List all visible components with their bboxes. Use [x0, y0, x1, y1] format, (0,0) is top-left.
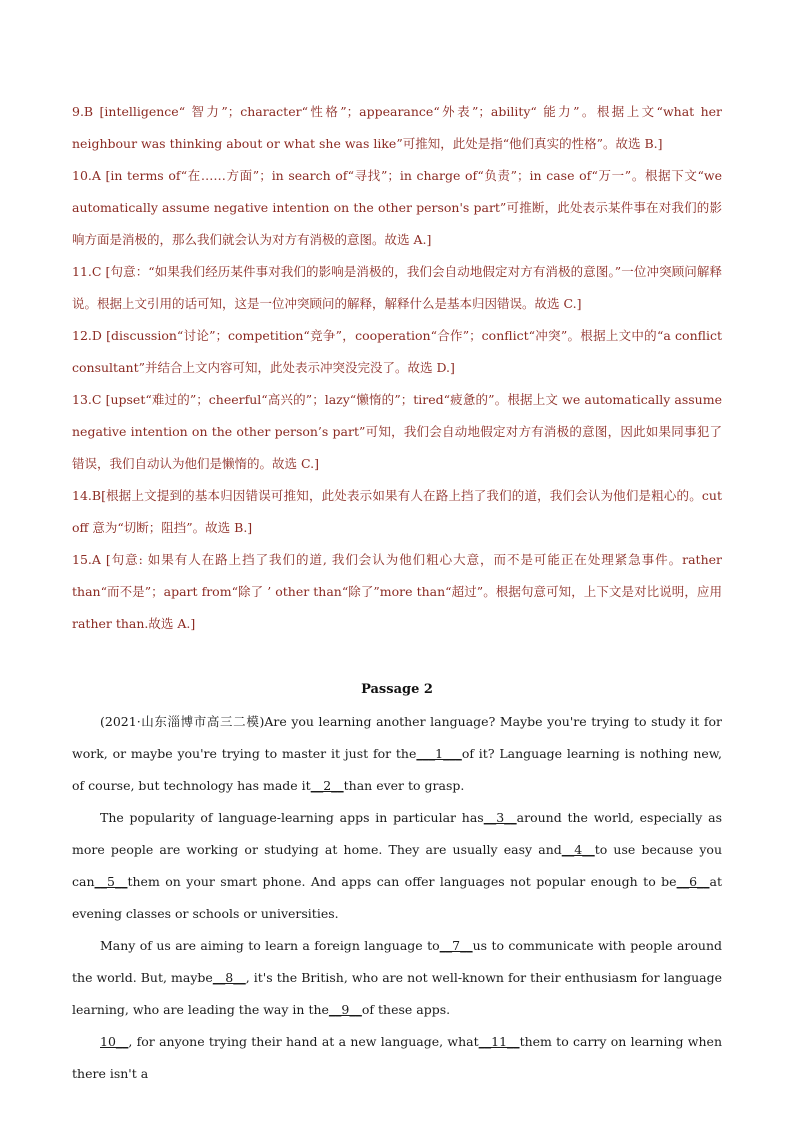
blank-9: __9__: [328, 1002, 362, 1017]
passage-paragraph-1: [72, 706, 722, 802]
paragraph-text: of it? Language learning is nothing new, of course, but technology has made it: [72, 746, 722, 793]
blank-2: __2__: [310, 778, 344, 793]
paragraph-text: to use because you can: [72, 842, 722, 889]
answer-12: 12.D [discussion“讨论”；competition“竞争”，cooperation“合作”；conflict“冲突”。根据上文中的“a conflict consultant”并结合上文内容可知，此处表示冲突没完没了。故选 D.]: [72, 328, 722, 375]
paragraph-text: them on your smart phone. And apps can offer languages not popular enough to be: [127, 874, 677, 889]
passage-title: Passage 2: [361, 682, 433, 697]
answer-14: 14.B[根据上文提到的基本归因错误可推知，此处表示如果有人在路上挡了我们的道，我们会认为他们是粗心的。cut off 意为“切断；阻挡”。故选 B.]: [72, 488, 722, 535]
blank-3: __3__: [483, 810, 517, 825]
answer-9: 9.B [intelligence“ 智力”；character“性格”；appearance“外表”；ability“ 能力”。根据上文“what her neighbour was thinking about or what she was like”可推知，此处是指“他们真实的性格”。故选 B.]: [72, 104, 722, 151]
blank-7: __7__: [439, 938, 473, 953]
paragraph-text: us to communicate with people around the world. But, maybe: [72, 938, 722, 985]
paragraph-text: , for anyone trying their hand at a new language, what: [128, 1034, 479, 1049]
passage-paragraph-2: [72, 802, 722, 930]
paragraph-text: around the world, especially as more people are working or studying at home. They are usually easy and: [72, 810, 723, 857]
paragraph-text: than ever to grasp.: [343, 778, 465, 793]
answer-13: 13.C [upset“难过的”；cheerful“高兴的”；lazy“懒惰的”；tired“疲惫的”。根据上文 we automatically assume negative intention on the other person’s part”可知，我们会自动地假定对方有消极的意图，因此如果同事犯了错误，我们自动认为他们是懒惰的。故选 C.]: [72, 392, 722, 471]
blank-1: ___1___: [416, 746, 462, 761]
answer-11: 11.C [句意：“如果我们经历某件事对我们的影响是消极的，我们会自动地假定对方有消极的意图。”一位冲突顾问解释说。根据上文引用的话可知，这是一位冲突顾问的解释，解释什么是基本归因错误。故选 C.]: [72, 264, 722, 311]
paragraph-text: of these apps.: [361, 1002, 451, 1017]
blank-11: __11__: [478, 1034, 520, 1049]
paragraph-text: The popularity of language-learning apps in particular has: [100, 810, 484, 825]
blank-5: __5__: [94, 874, 128, 889]
answer-15: 15.A [句意: 如果有人在路上挡了我们的道, 我们会认为他们粗心大意，而不是可能正在处理紧急事件。rather than“而不是”；apart from“除了 ’ other than“除了”more than“超过”。根据句意可知，上下文是对比说明，应用 rather than.故选 A.]: [72, 552, 722, 631]
paragraph-text: Many of us are aiming to learn a foreign language to: [100, 938, 440, 953]
document-page: [72, 96, 722, 1090]
passage-paragraph-3: [72, 930, 722, 1026]
passage-paragraph-4: [72, 1026, 722, 1090]
blank-6: __6__: [676, 874, 710, 889]
paragraph-text: , it's the British, who are not well-known for their enthusiasm for language learning, who are leading the way in the: [72, 970, 722, 1017]
paragraph-text: (2021·山东淄博市高三二模)Are you learning another language? Maybe you're trying to study it for work, or maybe you're trying to master it just for the: [72, 714, 722, 761]
blank-10: 10__: [100, 1034, 129, 1049]
blank-8: __8__: [212, 970, 246, 985]
blank-4: __4__: [561, 842, 595, 857]
answer-10: 10.A [in terms of“在……方面”；in search of“寻找”；in charge of“负责”；in case of“万一”。根据下文“we automatically assume negative intention on the other person's part”可推断，此处表示某件事在对我们的影响方面是消极的，那么我们就会认为对方有消极的意图。故选 A.]: [72, 168, 722, 247]
paragraph-text: at evening classes or schools or universities.: [72, 874, 722, 921]
paragraph-text: them to carry on learning when there isn't a: [72, 1034, 723, 1081]
